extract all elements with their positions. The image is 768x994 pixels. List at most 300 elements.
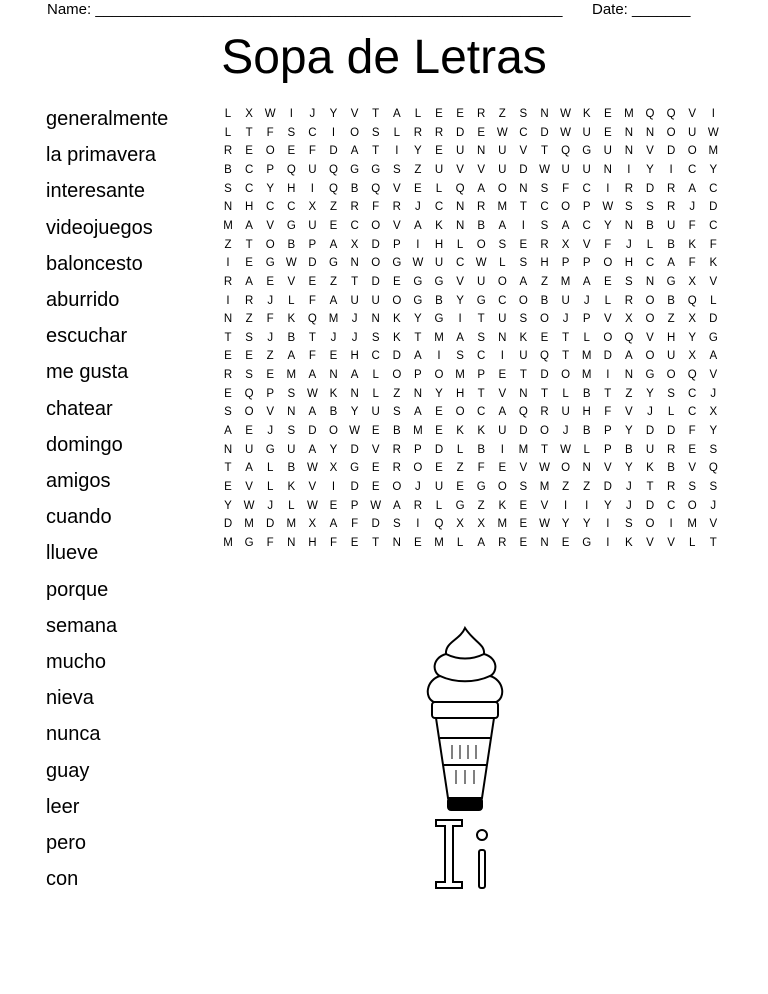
grid-letter: J: [710, 499, 717, 512]
grid-letter: B: [287, 238, 296, 251]
grid-letter: R: [413, 126, 423, 139]
grid-letter: O: [645, 350, 655, 363]
grid-letter: N: [223, 443, 233, 456]
grid-letter: Q: [687, 294, 697, 307]
grid-letter: V: [603, 313, 612, 326]
grid-letter: V: [709, 275, 718, 288]
grid-letter: F: [477, 462, 485, 475]
grid-letter: U: [688, 126, 697, 139]
grid-letter: S: [519, 257, 528, 270]
grid-letter: E: [245, 145, 253, 158]
grid-letter: H: [434, 238, 444, 251]
grid-letter: U: [582, 163, 591, 176]
grid-letter: A: [392, 108, 401, 120]
grid-letter: A: [519, 275, 528, 288]
grid-letter: O: [371, 219, 381, 232]
grid-letter: N: [455, 219, 465, 232]
grid-letter: O: [497, 182, 507, 195]
grid-letter: O: [329, 425, 338, 438]
grid-letter: Y: [603, 219, 612, 232]
grid-letter: D: [350, 481, 359, 493]
grid-letter: S: [287, 387, 296, 400]
grid-letter: U: [350, 294, 359, 307]
grid-letter: K: [392, 313, 401, 326]
grid-letter: D: [266, 518, 275, 531]
grid-letter: L: [435, 182, 443, 195]
grid-letter: R: [223, 145, 233, 158]
grid-letter: R: [477, 108, 486, 120]
grid-letter: U: [582, 126, 591, 139]
grid-letter: X: [688, 275, 697, 288]
grid-letter: W: [306, 387, 318, 400]
grid-letter: C: [434, 201, 444, 214]
grid-letter: O: [371, 257, 381, 270]
grid-letter: U: [308, 219, 317, 232]
grid-letter: O: [392, 369, 402, 382]
grid-letter: E: [456, 108, 464, 120]
grid-letter: A: [498, 406, 507, 419]
grid-letter: T: [604, 387, 612, 400]
grid-letter: W: [560, 443, 572, 456]
grid-letter: T: [519, 201, 527, 214]
grid-letter: C: [455, 257, 465, 270]
grid-letter: I: [606, 518, 610, 531]
grid-letter: M: [518, 443, 529, 456]
grid-letter: F: [709, 238, 717, 251]
grid-letter: S: [371, 126, 380, 139]
word-list-item: mucho: [46, 651, 107, 673]
grid-letter: W: [560, 108, 572, 120]
grid-letter: B: [625, 443, 633, 456]
grid-letter: S: [456, 350, 464, 363]
grid-letter: R: [223, 369, 233, 382]
grid-letter: O: [603, 257, 613, 270]
grid-letter: U: [287, 443, 296, 456]
grid-letter: D: [645, 499, 655, 512]
grid-letter: E: [435, 425, 443, 438]
grid-letter: U: [308, 163, 317, 176]
grid-letter: W: [539, 462, 550, 475]
grid-letter: E: [603, 108, 612, 120]
grid-letter: Y: [435, 387, 443, 400]
grid-letter: S: [625, 201, 633, 214]
grid-letter: U: [498, 145, 507, 158]
grid-letter: V: [456, 163, 464, 176]
grid-letter: U: [645, 443, 655, 456]
grid-letter: O: [265, 145, 275, 158]
grid-letter: V: [245, 481, 253, 493]
grid-letter: E: [308, 275, 317, 288]
word-list-item: pero: [46, 832, 87, 854]
grid-letter: A: [709, 350, 718, 363]
grid-letter: O: [244, 406, 254, 419]
grid-letter: U: [371, 294, 380, 307]
grid-letter: F: [604, 238, 612, 251]
grid-letter: E: [414, 536, 422, 549]
grid-letter: D: [371, 518, 380, 531]
grid-letter: P: [350, 499, 359, 512]
grid-letter: D: [434, 443, 444, 456]
grid-letter: G: [434, 313, 444, 326]
grid-letter: I: [500, 350, 504, 363]
grid-letter: R: [666, 481, 676, 493]
grid-letter: I: [416, 518, 420, 531]
grid-letter: N: [519, 182, 528, 195]
grid-letter: L: [288, 294, 295, 307]
grid-letter: L: [562, 387, 569, 400]
grid-letter: Y: [414, 313, 422, 326]
grid-letter: A: [329, 518, 338, 531]
grid-letter: G: [371, 163, 381, 176]
grid-letter: E: [371, 462, 380, 475]
grid-letter: C: [688, 387, 697, 400]
grid-letter: L: [414, 108, 422, 120]
grid-letter: M: [687, 518, 697, 531]
grid-letter: J: [351, 313, 358, 326]
grid-letter: R: [413, 499, 423, 512]
grid-letter: K: [329, 387, 338, 400]
grid-letter: J: [415, 481, 421, 493]
grid-letter: E: [603, 126, 612, 139]
grid-letter: O: [687, 145, 697, 158]
grid-letter: Z: [583, 481, 591, 493]
grid-letter: D: [666, 425, 676, 438]
grid-letter: T: [519, 369, 527, 382]
grid-letter: E: [371, 481, 380, 493]
grid-letter: J: [351, 331, 358, 344]
grid-letter: F: [329, 536, 338, 549]
grid-letter: M: [455, 369, 465, 382]
grid-letter: N: [624, 219, 634, 232]
grid-letter: M: [497, 201, 508, 214]
grid-letter: C: [350, 219, 359, 232]
grid-letter: U: [666, 219, 676, 232]
grid-letter: V: [266, 219, 275, 232]
grid-letter: N: [624, 369, 634, 382]
grid-letter: S: [392, 518, 401, 531]
grid-letter: Z: [329, 201, 338, 214]
grid-letter: K: [498, 499, 507, 512]
word-list-item: guay: [46, 759, 90, 782]
grid-letter: E: [435, 462, 443, 475]
word-list-item: nieva: [46, 687, 94, 710]
grid-letter: N: [223, 201, 233, 214]
grid-letter: A: [287, 350, 296, 363]
grid-letter: Z: [667, 313, 675, 326]
grid-letter: M: [497, 518, 508, 531]
grid-letter: D: [308, 257, 317, 270]
grid-letter: Z: [456, 462, 464, 475]
grid-letter: J: [562, 313, 569, 326]
grid-letter: A: [688, 182, 697, 195]
grid-letter: P: [582, 257, 591, 270]
grid-letter: E: [329, 499, 338, 512]
grid-letter: R: [666, 182, 676, 195]
grid-letter: G: [350, 163, 360, 176]
grid-letter: A: [477, 536, 486, 549]
grid-letter: G: [434, 275, 444, 288]
grid-letter: X: [456, 518, 464, 531]
grid-letter: D: [603, 481, 612, 493]
grid-letter: E: [245, 350, 253, 363]
grid-letter: S: [224, 406, 232, 419]
grid-letter: F: [688, 425, 696, 438]
word-list-item: la primavera: [46, 144, 157, 167]
grid-letter: Y: [709, 163, 718, 176]
grid-letter: V: [603, 462, 612, 475]
grid-letter: M: [539, 481, 550, 493]
grid-letter: Q: [666, 108, 676, 120]
grid-letter: Y: [625, 462, 633, 475]
grid-letter: E: [519, 499, 528, 512]
grid-letter: T: [372, 145, 380, 158]
grid-letter: Q: [307, 313, 317, 326]
grid-letter: N: [624, 126, 634, 139]
grid-letter: E: [224, 481, 232, 493]
grid-letter: W: [306, 462, 318, 475]
grid-letter: B: [392, 425, 401, 438]
grid-letter: T: [477, 387, 485, 400]
grid-letter: K: [392, 331, 401, 344]
grid-letter: E: [329, 219, 338, 232]
grid-letter: R: [498, 536, 507, 549]
word-list-item: escuchar: [46, 325, 128, 348]
grid-letter: U: [434, 163, 444, 176]
grid-letter: G: [265, 257, 275, 270]
grid-letter: D: [308, 425, 317, 438]
grid-letter: V: [540, 499, 549, 512]
grid-letter: K: [435, 219, 443, 232]
grid-letter: R: [624, 294, 634, 307]
grid-letter: Q: [455, 182, 465, 195]
grid-letter: X: [477, 518, 486, 531]
grid-letter: V: [287, 275, 296, 288]
grid-letter: S: [392, 163, 401, 176]
grid-letter: E: [540, 331, 549, 344]
grid-letter: Y: [603, 499, 612, 512]
grid-letter: D: [603, 350, 612, 363]
grid-letter: J: [309, 108, 316, 120]
grid-letter: O: [455, 406, 465, 419]
grid-letter: R: [666, 443, 676, 456]
grid-letter: N: [350, 387, 359, 400]
grid-letter: K: [287, 481, 296, 493]
grid-letter: E: [350, 536, 359, 549]
grid-letter: E: [414, 182, 422, 195]
grid-letter: L: [688, 536, 696, 549]
grid-letter: B: [477, 219, 486, 232]
grid-letter: P: [266, 387, 275, 400]
grid-letter: Y: [414, 145, 422, 158]
grid-letter: A: [329, 294, 338, 307]
grid-letter: B: [435, 294, 443, 307]
grid-letter: Q: [518, 406, 528, 419]
grid-letter: L: [604, 294, 611, 307]
grid-letter: D: [350, 443, 359, 456]
grid-letter: S: [519, 313, 528, 326]
grid-letter: W: [264, 108, 276, 120]
grid-letter: T: [224, 462, 232, 475]
grid-letter: E: [435, 406, 443, 419]
grid-letter: R: [477, 201, 486, 214]
grid-letter: H: [455, 387, 465, 400]
grid-letter: E: [329, 350, 338, 363]
grid-letter: O: [518, 294, 528, 307]
grid-letter: A: [245, 219, 253, 232]
grid-letter: E: [266, 275, 275, 288]
grid-letter: V: [371, 443, 380, 456]
grid-letter: U: [561, 163, 570, 176]
grid-letter: U: [561, 294, 570, 307]
grid-letter: S: [519, 481, 528, 493]
grid-letter: M: [708, 145, 719, 158]
grid-letter: B: [224, 163, 232, 176]
grid-letter: X: [688, 313, 697, 326]
grid-letter: G: [350, 462, 360, 475]
grid-letter: G: [582, 145, 592, 158]
grid-letter: W: [539, 163, 550, 176]
grid-letter: P: [414, 443, 422, 456]
grid-letter: I: [416, 238, 420, 251]
grid-letter: V: [688, 108, 697, 120]
grid-letter: T: [351, 275, 359, 288]
grid-letter: D: [645, 425, 655, 438]
grid-letter: I: [310, 182, 314, 195]
grid-letter: C: [266, 201, 275, 214]
ice-cream-illustration: [410, 620, 520, 900]
grid-letter: B: [582, 387, 591, 400]
grid-letter: I: [437, 350, 441, 363]
grid-letter: C: [582, 219, 591, 232]
grid-letter: I: [627, 163, 631, 176]
grid-letter: W: [285, 257, 297, 270]
grid-letter: Z: [477, 499, 485, 512]
grid-letter: S: [287, 425, 296, 438]
grid-letter: U: [519, 350, 528, 363]
grid-letter: W: [496, 126, 508, 139]
grid-letter: T: [308, 331, 316, 344]
grid-letter: F: [604, 406, 612, 419]
grid-letter: C: [582, 182, 591, 195]
grid-letter: S: [371, 331, 380, 344]
grid-letter: Y: [329, 443, 338, 456]
grid-letter: Y: [582, 518, 591, 531]
grid-letter: E: [224, 350, 232, 363]
grid-letter: Y: [709, 425, 718, 438]
word-list-item: semana: [46, 614, 118, 637]
grid-letter: E: [498, 369, 507, 382]
grid-letter: B: [287, 331, 296, 344]
grid-letter: I: [669, 163, 673, 176]
grid-letter: J: [583, 294, 590, 307]
grid-letter: W: [560, 126, 572, 139]
grid-letter: T: [245, 126, 253, 139]
grid-letter: L: [288, 499, 295, 512]
grid-letter: I: [226, 257, 230, 270]
grid-letter: C: [308, 126, 317, 139]
grid-letter: H: [350, 350, 359, 363]
grid-letter: A: [667, 257, 675, 270]
grid-letter: S: [540, 219, 549, 232]
grid-letter: L: [393, 126, 400, 139]
name-field-label: Name: ________________________________________________________: [47, 1, 563, 18]
grid-letter: C: [498, 294, 507, 307]
grid-letter: Z: [498, 108, 506, 120]
grid-letter: V: [667, 536, 675, 549]
grid-letter: B: [477, 443, 486, 456]
grid-letter: A: [625, 350, 633, 363]
grid-letter: C: [645, 257, 655, 270]
grid-letter: E: [266, 369, 275, 382]
grid-letter: C: [477, 406, 486, 419]
grid-letter: I: [331, 126, 336, 139]
grid-letter: D: [455, 126, 465, 139]
grid-letter: E: [688, 443, 697, 456]
grid-letter: S: [519, 108, 528, 120]
grid-letter: V: [646, 331, 654, 344]
grid-letter: C: [244, 163, 254, 176]
grid-letter: C: [666, 499, 676, 512]
grid-letter: U: [498, 313, 507, 326]
word-list-item: domingo: [46, 433, 123, 456]
grid-letter: Q: [624, 331, 634, 344]
grid-letter: A: [308, 369, 317, 382]
grid-letter: F: [266, 313, 274, 326]
grid-letter: P: [582, 201, 591, 214]
grid-letter: O: [392, 294, 402, 307]
grid-letter: O: [413, 462, 423, 475]
grid-letter: P: [603, 425, 612, 438]
grid-letter: E: [477, 126, 486, 139]
grid-letter: A: [245, 462, 253, 475]
grid-letter: I: [226, 294, 230, 307]
grid-letter: A: [414, 350, 422, 363]
word-list-item: llueve: [46, 542, 99, 565]
grid-letter: Q: [244, 387, 254, 400]
grid-letter: D: [666, 145, 676, 158]
grid-letter: L: [372, 369, 379, 382]
grid-letter: C: [688, 406, 697, 419]
grid-letter: C: [540, 201, 549, 214]
grid-letter: V: [456, 275, 464, 288]
grid-letter: E: [603, 275, 612, 288]
letter-i-icon: [436, 820, 487, 888]
word-list-item: generalmente: [46, 108, 169, 130]
grid-letter: E: [371, 425, 380, 438]
grid-letter: R: [392, 201, 401, 214]
grid-letter: C: [688, 163, 697, 176]
grid-letter: U: [498, 163, 507, 176]
grid-letter: J: [626, 499, 632, 512]
grid-letter: I: [606, 182, 610, 195]
grid-letter: M: [286, 518, 297, 531]
grid-letter: G: [413, 294, 423, 307]
grid-letter: V: [350, 108, 359, 120]
grid-letter: Z: [329, 275, 338, 288]
grid-letter: T: [562, 331, 570, 344]
grid-letter: C: [287, 201, 296, 214]
grid-letter: J: [647, 406, 653, 419]
grid-letter: R: [223, 275, 233, 288]
grid-letter: N: [413, 387, 423, 400]
grid-letter: L: [499, 257, 506, 270]
grid-letter: Z: [414, 163, 422, 176]
grid-letter: O: [645, 294, 655, 307]
grid-letter: U: [455, 145, 465, 158]
grid-letter: N: [645, 275, 655, 288]
grid-letter: S: [287, 126, 296, 139]
grid-letter: F: [562, 182, 570, 195]
